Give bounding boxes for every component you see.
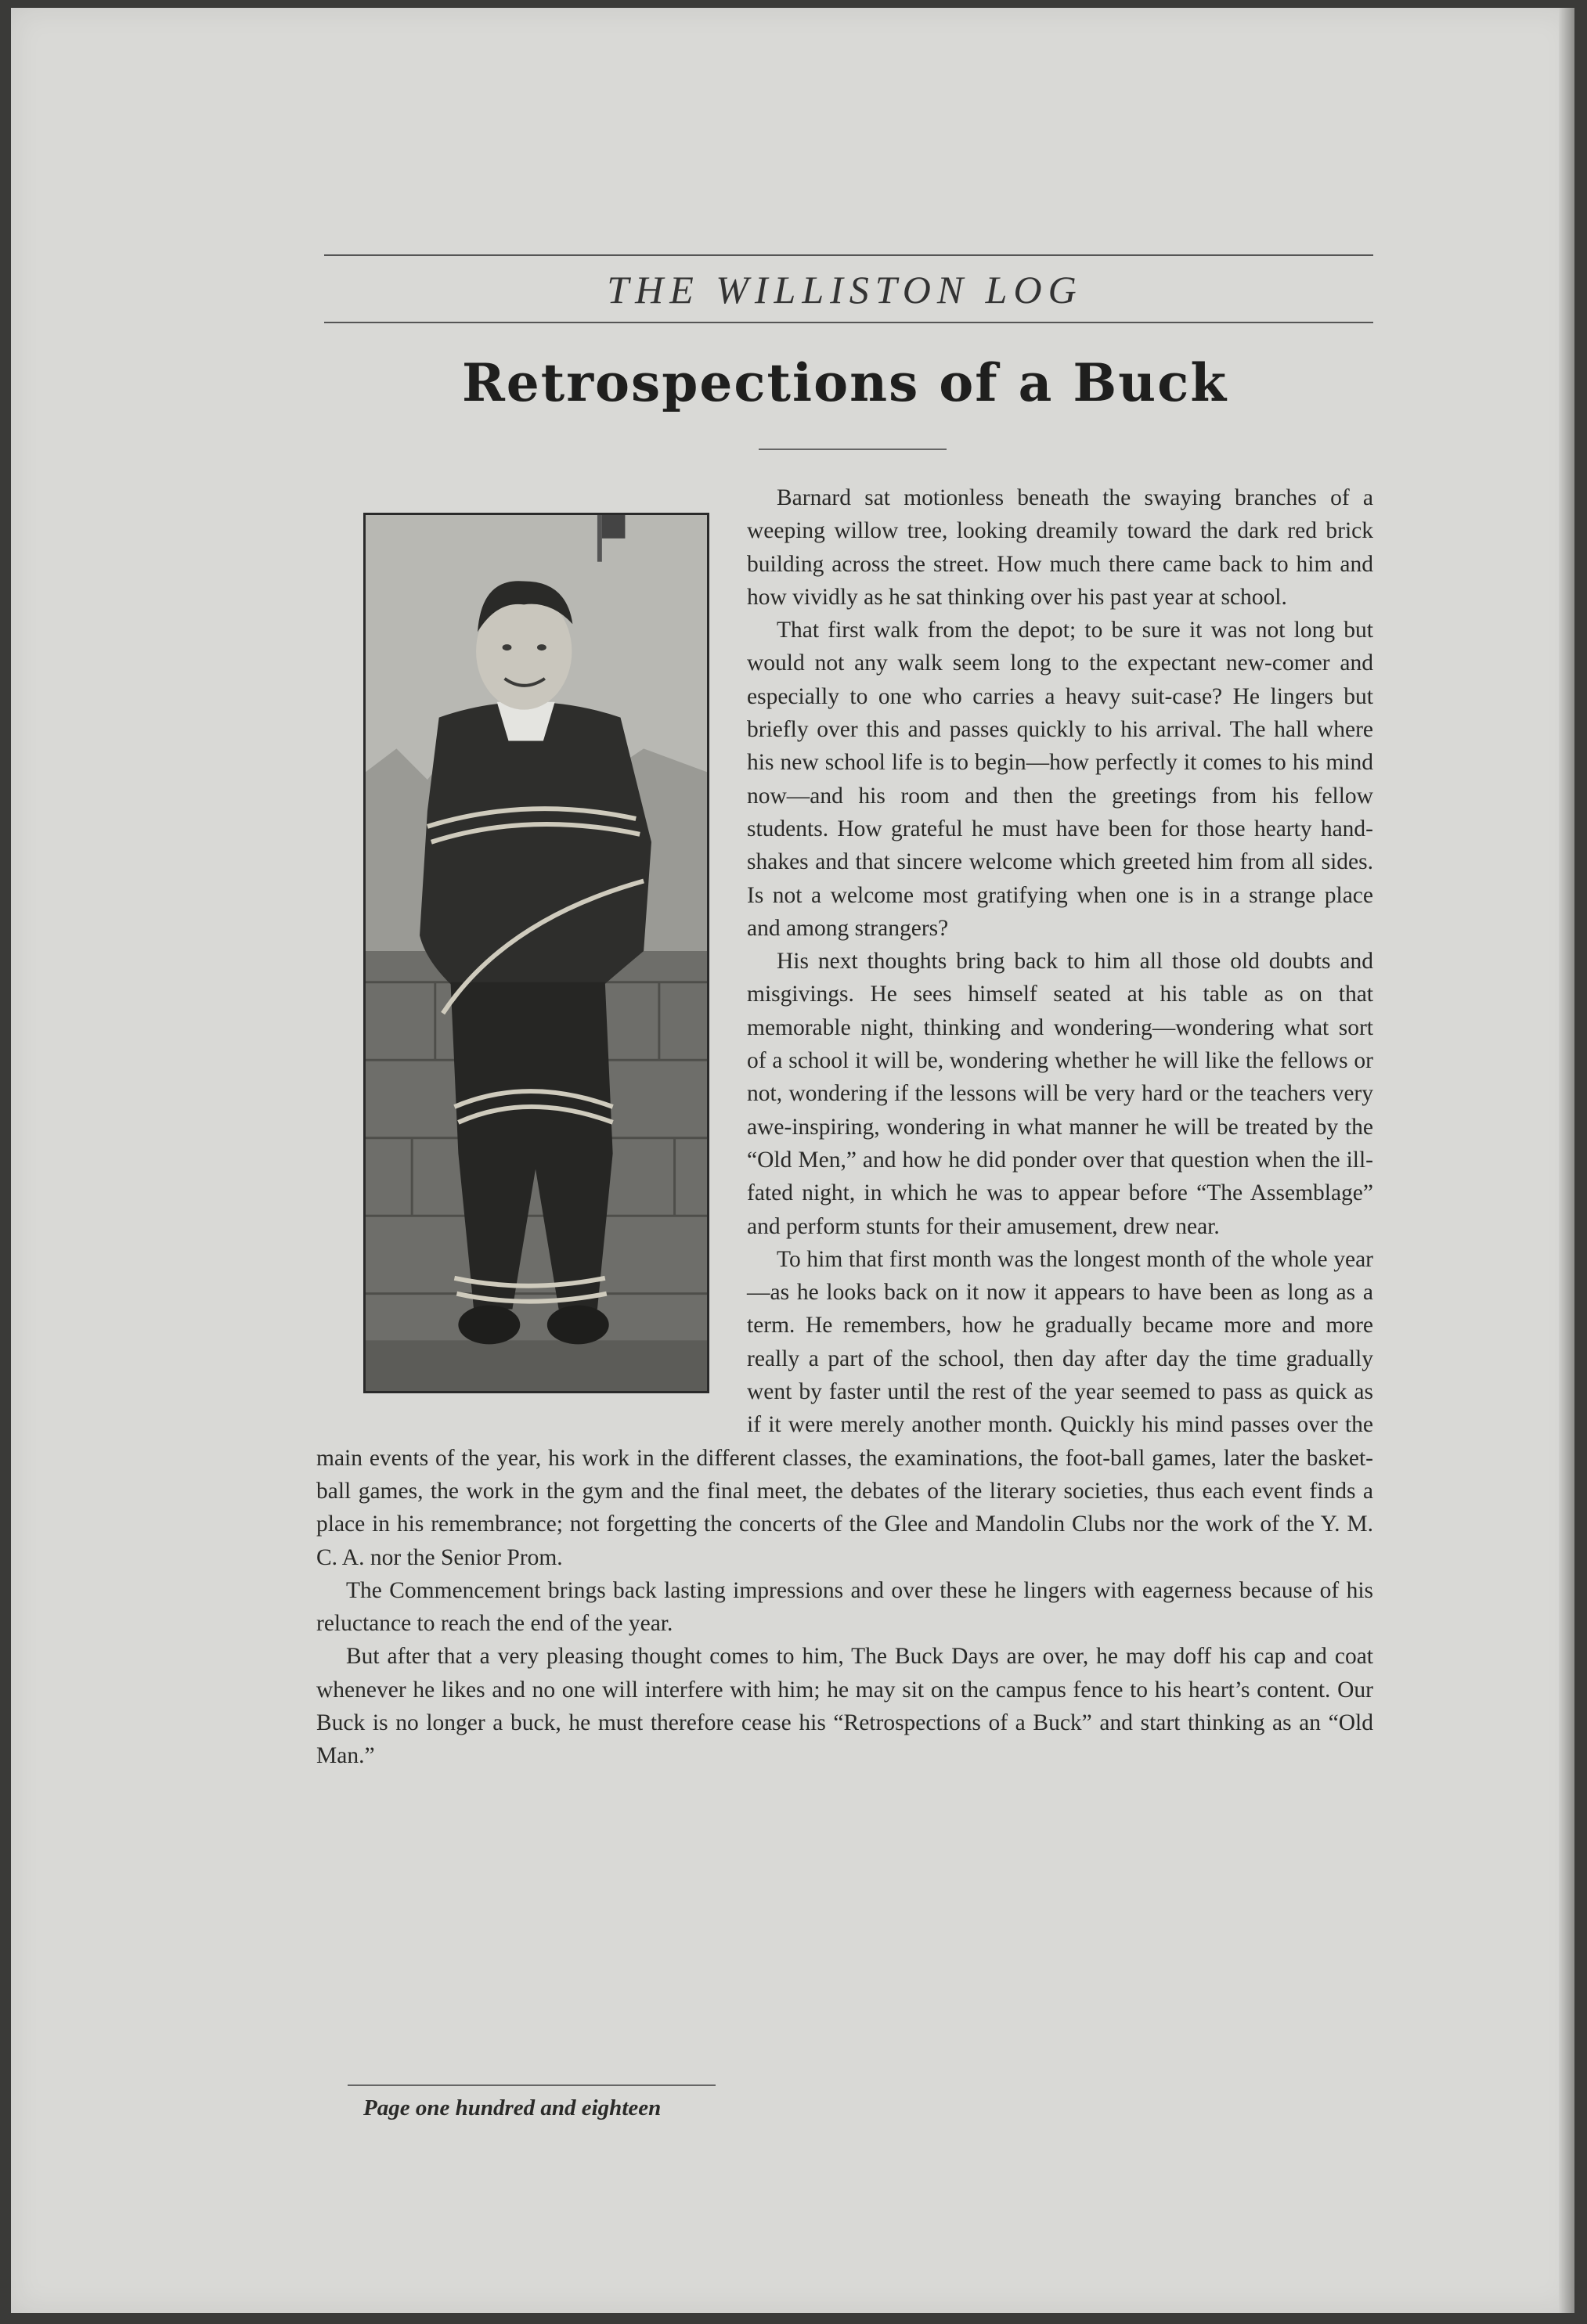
paragraph-2: That first walk from the depot; to be sure it was not long but would not any walk seem long to the expectant new-comer and especially to one who carries a heavy suit-case? He lingers but briefly over this and passes quickly to his arrival. The hall where his new school life is to begin—how perfectly it comes to his mind now—and his room and then the greetings from his fellow students. How grateful he must have been for those hearty hand-shakes and that sincere welcome which greeted him from all sides. Is not a welcome most gratifying when one is in a strange place and among strangers? [747, 618, 1373, 941]
paragraph-3: His next thoughts bring back to him all those old doubts and misgivings. He sees himself seated at his table as on that memorable night, thinking and wondering—wondering what sort of a school it will be, wondering whether he will like the fellows or not, wondering if the lessons will be very hard or the teachers very awe-inspiring, wondering in what manner he will be treated by the “Old Men,” and how he did ponder over that question when the ill-fated night, in which he was to appear before “The Assemblage” and perform stunts for their amusement, drew near. [747, 949, 1373, 1239]
article-title: Retrospections of a Buck [461, 352, 1228, 413]
paragraph-6: But after that a very pleasing thought comes to him, The Buck Days are over, he may doff his cap and coat whenever he likes and no one will interfere with him; he may sit on the campus fence to his heart’s content. Our Buck is no longer a buck, he must therefore cease his “Retrospections of a Buck” and start thinking as an “Old Man.” [316, 1644, 1373, 1769]
header-rule-bottom [324, 322, 1373, 323]
photograph [363, 513, 709, 1393]
page-label: Page one hundred and eighteen [363, 2095, 662, 2120]
paragraph-1: Barnard sat motionless beneath the swaying branches of a weeping willow tree, looking dreamily toward the dark red brick building across the street. How much there came back to him and how vividly as he sat thinking over his past year at school. [747, 485, 1373, 610]
page [11, 8, 1574, 2313]
page-edge [1559, 8, 1574, 2313]
title-rule [759, 449, 947, 450]
bound-student-photo [366, 515, 707, 1391]
paragraph-5: The Commencement brings back lasting impressions and over these he lingers with eagerness because of his reluctance to reach the end of the year. [316, 1577, 1373, 1637]
paragraph-4: To him that first month was the longest month of the whole year—as he looks back on it now it appears to have been as long as a term. He remembers, how he gradually became more and more really a part of the school, then day after day the time gradually went by faster until the rest of the year seemed to pass as quick as if it were merely another month. Quickly his mind passes over the main events of the year, his work in the different classes, the examinations, the foot-ball games, later the basket-ball games, the work in the gym and the final meet, the debates of the literary societies, thus each event finds a place in his remembrance; not forgetting the concerts of the Glee and Mandolin Clubs nor the work of the Y. M. C. A. nor the Senior Prom. [316, 1246, 1373, 1570]
footer-rule [348, 2084, 716, 2086]
header-rule-top [324, 254, 1373, 256]
article-content [316, 247, 1373, 2156]
running-head: THE WILLISTON LOG [607, 268, 1083, 312]
